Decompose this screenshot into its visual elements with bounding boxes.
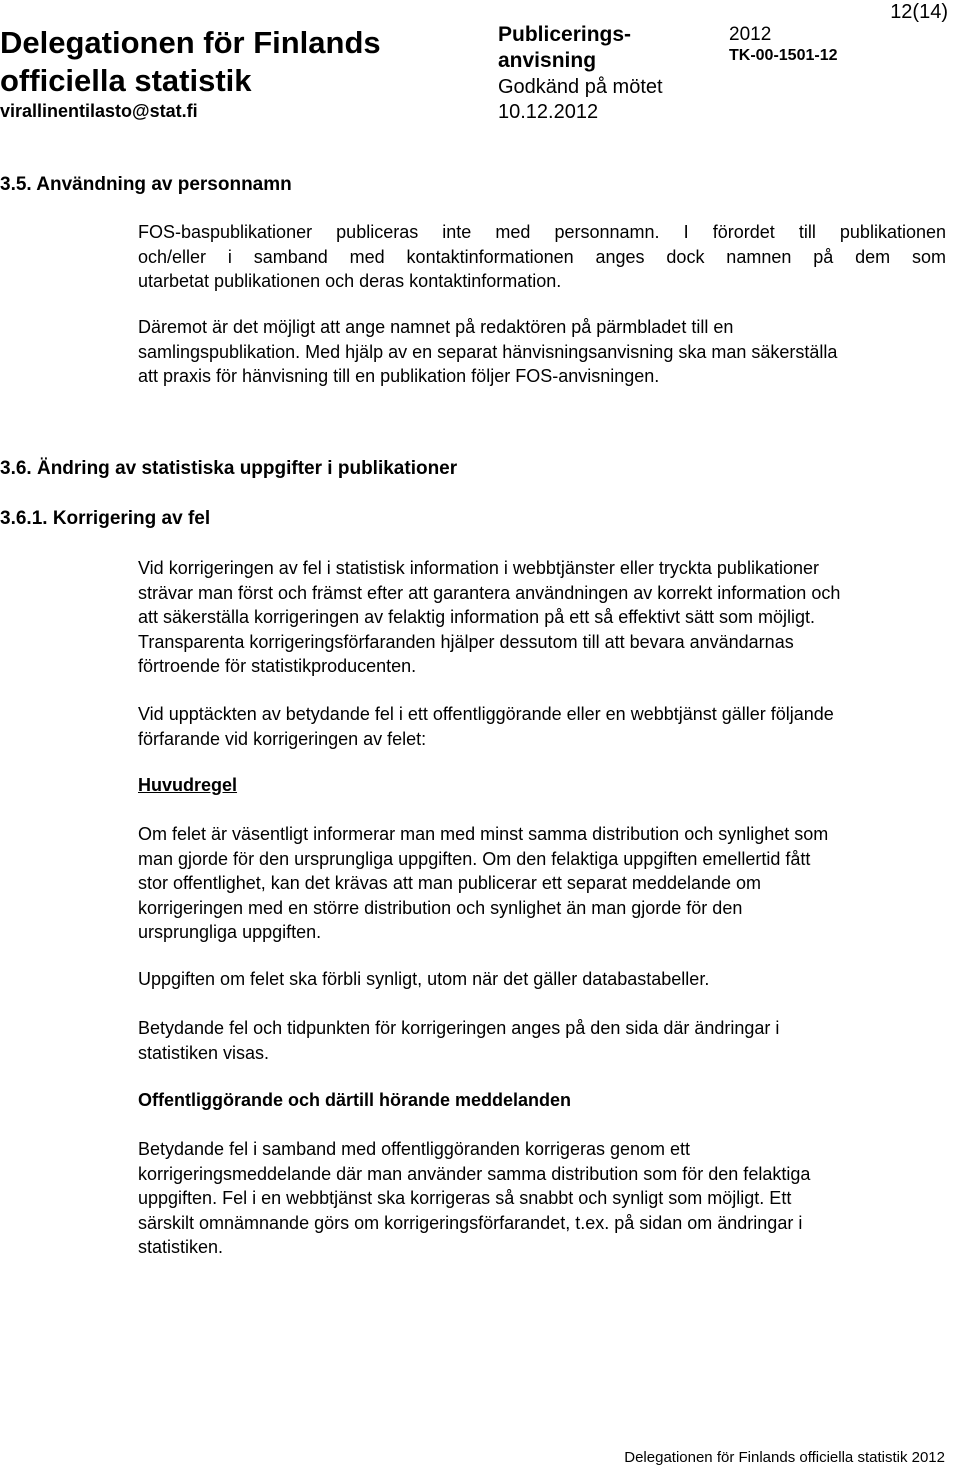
paragraph-line: statistiken visas. bbox=[138, 1042, 270, 1063]
page-number: 12(14) bbox=[890, 1, 948, 23]
paragraph-line: korrigeringen med en större distribution och synlighet än man gjorde för den bbox=[138, 897, 743, 918]
paragraph-line: Betydande fel i samband med offentliggöranden korrigeras genom ett bbox=[138, 1139, 691, 1159]
paragraph-line: strävar man först och främst efter att garantera användningen av korrekt information och bbox=[138, 582, 841, 603]
paragraph-line: man gjorde för den ursprungliga uppgiften. Om den felaktiga uppgiften emellertid fått bbox=[138, 848, 811, 869]
paragraph-line: Om felet är väsentligt informerar man med minst samma distribution och synlighet som bbox=[138, 824, 829, 844]
paragraph-line: och/eller i samband med kontaktinformationen anges dock namnen på dem som bbox=[138, 246, 946, 267]
paragraph-line: ursprungliga uppgiften. bbox=[138, 922, 322, 942]
page-footer: Delegationen för Finlands officiella statistik 2012 bbox=[624, 1449, 945, 1466]
paragraph bbox=[138, 556, 946, 679]
paragraph-line: att praxis för hänvisning till en publikation följer FOS-anvisningen. bbox=[138, 366, 660, 386]
organization-name-line1: Delegationen för Finlands bbox=[0, 25, 381, 60]
paragraph-line: FOS-baspublikationer publiceras inte med personnamn. I förordet till publikationen bbox=[138, 222, 946, 242]
paragraph bbox=[138, 1137, 946, 1260]
document-type-line1: Publicerings- bbox=[498, 23, 632, 46]
paragraph-line: Däremot är det möjligt att ange namnet på redaktören på pärmbladet till en bbox=[138, 317, 734, 337]
paragraph-line: Vid upptäckten av betydande fel i ett offentliggörande eller en webbtjänst gäller följande bbox=[138, 704, 834, 724]
paragraph-line: Transparenta korrigeringsförfaranden hjälper dessutom till att bevara användarnas bbox=[138, 631, 794, 652]
approval-status: Godkänd på mötet bbox=[498, 76, 663, 98]
paragraph-line: uppgiften. Fel i en webbtjänst ska korrigeras så snabbt och synligt som möjligt. Ett bbox=[138, 1188, 792, 1208]
document-year: 2012 bbox=[729, 24, 772, 45]
paragraph-line: korrigeringsmeddelande där man använder samma distribution som för den felaktiga bbox=[138, 1163, 811, 1184]
section-heading-3-5: 3.5. Användning av personnamn bbox=[0, 174, 292, 195]
paragraph-line: samlingspublikation. Med hjälp av en separat hänvisningsanvisning ska man säkerställa bbox=[138, 341, 838, 362]
paragraph bbox=[138, 702, 946, 751]
main-rule-heading: Huvudregel bbox=[138, 775, 238, 795]
subsection-heading-3-6-1: 3.6.1. Korrigering av fel bbox=[0, 508, 211, 529]
organization-email: virallinentilasto@stat.fi bbox=[0, 101, 198, 121]
paragraph-line: att säkerställa korrigeringen av felaktig information på ett så effektivt sätt som möjligt. bbox=[138, 607, 815, 627]
organization-name-line2: officiella statistik bbox=[0, 63, 252, 98]
announcements-heading: Offentliggörande och därtill hörande meddelanden bbox=[138, 1090, 572, 1110]
document-id: TK-00-1501-12 bbox=[729, 47, 838, 64]
paragraph-line: statistiken. bbox=[138, 1237, 224, 1257]
paragraph bbox=[138, 315, 946, 389]
paragraph-line: särskilt omnämnande görs om korrigeringsförfarandet, t.ex. på sidan om ändringar i bbox=[138, 1212, 803, 1233]
paragraph bbox=[138, 967, 946, 992]
organization-name bbox=[0, 24, 381, 100]
paragraph bbox=[138, 1016, 946, 1065]
paragraph bbox=[138, 822, 946, 945]
paragraph-line: utarbetat publikationen och deras kontaktinformation. bbox=[138, 271, 562, 291]
section-heading-3-6: 3.6. Ändring av statistiska uppgifter i publikationer bbox=[0, 458, 458, 479]
paragraph-line: Vid korrigeringen av fel i statistisk information i webbtjänster eller tryckta publikationer bbox=[138, 558, 819, 578]
paragraph-line: Betydande fel och tidpunkten för korrigeringen anges på den sida där ändringar i bbox=[138, 1018, 780, 1038]
paragraph-line: förtroende för statistikproducenten. bbox=[138, 656, 417, 676]
approval-date: 10.12.2012 bbox=[498, 101, 599, 123]
paragraph bbox=[138, 220, 946, 294]
document-type bbox=[498, 22, 631, 74]
paragraph-line: Uppgiften om felet ska förbli synligt, utom när det gäller databastabeller. bbox=[138, 969, 710, 989]
paragraph-line: stor offentlighet, kan det krävas att man publicerar ett separat meddelande om bbox=[138, 873, 762, 893]
document-type-line2: anvisning bbox=[498, 49, 597, 72]
paragraph-line: förfarande vid korrigeringen av felet: bbox=[138, 728, 427, 749]
